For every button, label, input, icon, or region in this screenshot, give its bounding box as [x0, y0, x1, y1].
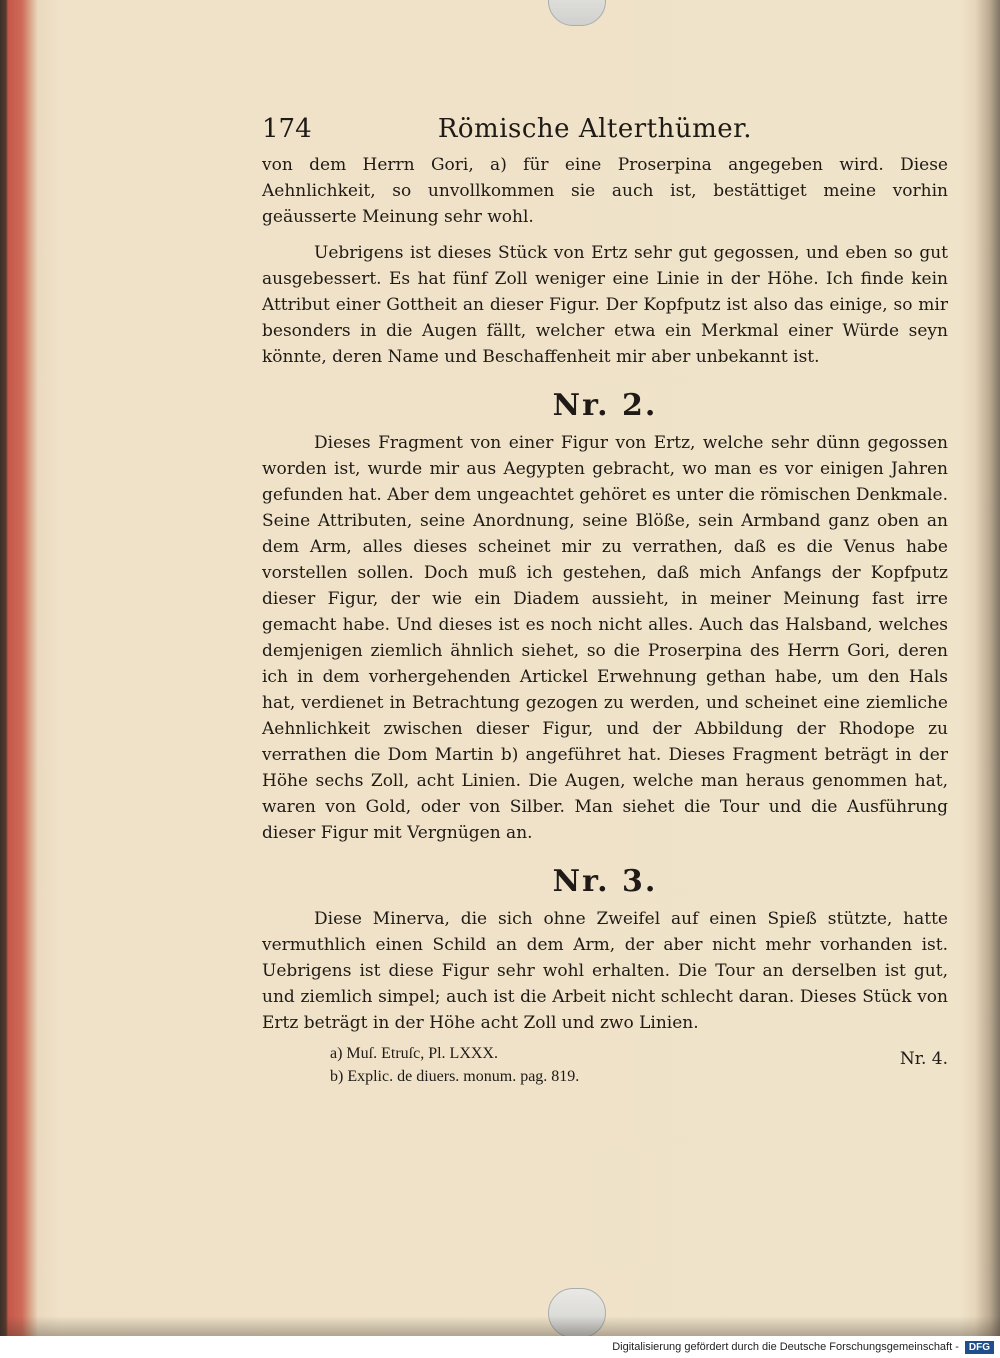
footnote-b: b) Explic. de diuers. monum. pag. 819. [330, 1068, 580, 1085]
page-clip-top [548, 0, 606, 26]
page-number: 174 [262, 114, 312, 144]
paragraph-nr2: Dieses Fragment von einer Figur von Ertz, welche sehr dünn gegossen worden ist, wurde mir aus Aegypten gebracht, wo man es vor einigen Jahren gefunden hat. Aber dem ungeachtet gehöret es unter die römischen Denkmale. Seine Attributen, seine Anordnung, seine Blöße, sein Armband ganz oben an dem Arm, alles dieses scheinet mir zu verrathen, daß es die Venus habe vorstellen sollen. Doch muß ich gestehen, daß mich Anfangs der Kopfputz dieser Figur, der wie ein Diadem aussieht, in meiner Meinung fast irre gemacht habe. Und dieses ist es noch nicht alles. Auch das Halsband, welches demjenigen ziemlich ähnlich siehet, so die Proserpina des Herrn Gori, deren ich in dem vorhergehenden Artickel Erwehnung gethan habe, um den Hals hat, verdienet in Betrachtung gezogen zu werden, und scheinet eine ziemliche Aehnlichkeit zwischen dieser Figur, und der Abbildung der Rhodope zu verrathen die Dom Martin b) angeführet hat. Dieses Fragment beträgt in der Höhe sechs Zoll, acht Linien. Die Augen, welche man heraus genommen hat, waren von Gold, oder von Silber. Man siehet die Tour und die Ausführung dieser Figur mit Vergnügen an. [262, 433, 948, 843]
paragraph-nr3: Diese Minerva, die sich ohne Zweifel auf einen Spieß stützte, hatte vermuthlich einen Schild an dem Arm, der aber nicht mehr vorhanden ist. Uebrigens ist diese Figur sehr wohl erhalten. Die Tour an derselben ist gut, und ziemlich simpel; auch ist die Arbeit nicht schlecht daran. Dieses Stück von Ertz beträgt in der Höhe acht Zoll und zwo Linien. [262, 909, 948, 1033]
section-heading-nr2: Nr. 2. [552, 388, 658, 423]
paragraph-intro-2: Uebrigens ist dieses Stück von Ertz sehr gut gegossen, und eben so gut ausgebessert. Es hat fünf Zoll weniger eine Linie in der Höhe. Ich finde kein Attribut einer Gottheit an dieser Figur. Der Kopfputz ist also das einige, so mir besonders in die Augen fällt, welcher etwa ein Merkmal einer Würde seyn könnte, deren Name und Beschaffenheit mir aber unbekannt ist. [262, 243, 948, 367]
digitization-footer [0, 1336, 1000, 1358]
page-text-block [262, 112, 948, 1072]
footnotes [330, 1042, 850, 1088]
funding-credit: Digitalisierung gefördert durch die Deutsche Forschungsgemeinschaft - [612, 1341, 959, 1353]
section-heading-nr3: Nr. 3. [552, 864, 658, 899]
footnote-a: a) Muſ. Etruſc, Pl. LXXX. [330, 1045, 498, 1062]
catchword: Nr. 4. [899, 1049, 948, 1069]
dfg-logo: DFG [965, 1341, 994, 1354]
page-clip-bottom [548, 1288, 606, 1338]
paragraph-intro-1: von dem Herrn Gori, a) für eine Proserpina angegeben wird. Diese Aehnlichkeit, so unvollkommen sie auch ist, bestättiget meine vorhin geäusserte Meinung sehr wohl. [262, 155, 948, 227]
running-title: Römische Alterthümer. [437, 114, 752, 144]
running-header [262, 112, 948, 146]
